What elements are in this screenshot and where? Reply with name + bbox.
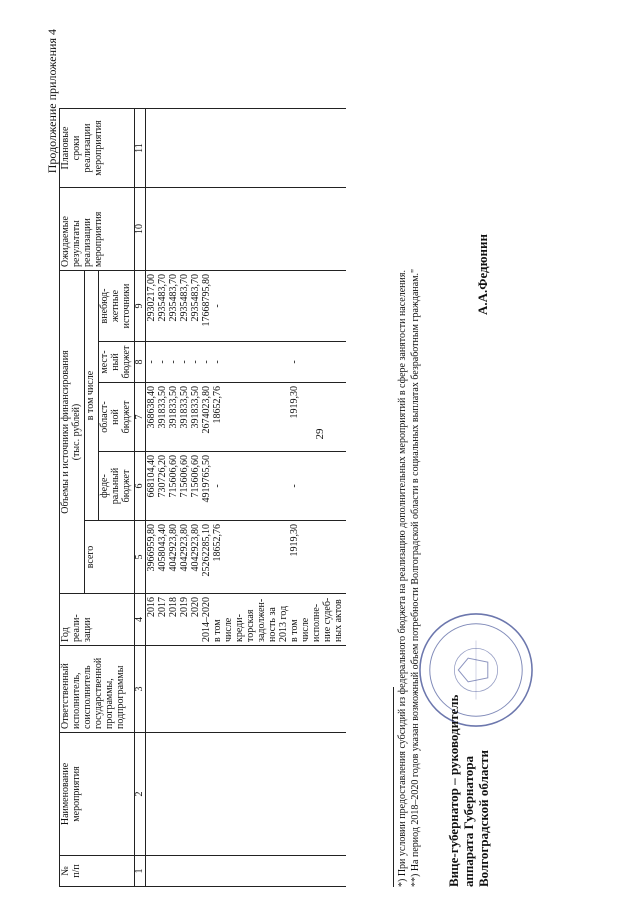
header-federal: феде- ральный бюджет <box>98 452 134 521</box>
header-local: мест- ный бюджет <box>98 342 134 383</box>
column-number-row: 1 2 3 4 5 6 7 8 9 10 11 <box>134 109 146 887</box>
regional-cell: 368638,40 391833,50 391833,50 391833,50 391833,50 2674023,80 18652,76 1919,30 <box>146 383 347 452</box>
header-regional: област- ной бюджет <box>98 383 134 452</box>
header-number: № п/п <box>60 856 135 887</box>
header-activity-name: Наименование мероприятия <box>60 733 135 856</box>
continuation-label: Продолжение приложения 4 <box>45 29 59 174</box>
total-cell: 3966959,80 4058043,40 4042923,80 4042923,80 4042923,80 25262285,10 18652,76 1919,30 <box>146 521 347 594</box>
signer-name: А.А.Федюнин <box>475 233 490 315</box>
signer-title: Вице-губернатор – руководитель аппарата Губернатора Волгоградской области <box>446 694 491 887</box>
footnote-1: *) При условии предоставления субсидий из федерального бюджета на реализацию дополнительных мероприятий в сфере занятости населения. <box>397 270 408 887</box>
header-total: всего <box>85 521 135 594</box>
header-expected-results: Ожидаемые результаты реализации мероприятия <box>60 188 135 271</box>
footnotes <box>393 127 422 887</box>
header-in-that: в том числе <box>85 271 99 521</box>
header-financing: Объемы и источники финансирования (тыс. рублей) <box>60 271 85 594</box>
header-planned-terms: Плановые сроки реализации мероприятия <box>60 109 135 188</box>
footnote-rule <box>393 687 394 887</box>
header-extrabudget: внебюд- жетные источники <box>98 271 134 342</box>
rotated-page-content <box>5 7 635 897</box>
federal-cell: 668104,40 730726,20 715606,60 715606,60 715606,60 4919765,50 - - <box>146 452 347 521</box>
header-year: Год реали- зации <box>60 594 135 646</box>
page-number: 29 <box>314 428 326 440</box>
financing-table <box>59 108 346 887</box>
footnote-2: **) На период 2018–2020 годов указан возможный объем потребности Волгоградской области в социальных выплатах безработным гражданам." <box>409 268 421 887</box>
extrabudget-cell: 2930217,00 2935483,70 2935483,70 2935483,70 2935483,70 17668795,80 - <box>146 271 347 342</box>
header-executor: Ответственный исполнитель, соисполнитель государственной программы, подпрограммы <box>60 646 135 733</box>
table-data-row <box>146 109 347 887</box>
years-cell: 2016 2017 2018 2019 2020 2014–2020 в том числе креди- торская задолжен- ность за 2013 год в том числе исполне- ние судеб- ных актов <box>146 594 347 646</box>
local-cell: - - - - - - - - <box>146 342 347 383</box>
